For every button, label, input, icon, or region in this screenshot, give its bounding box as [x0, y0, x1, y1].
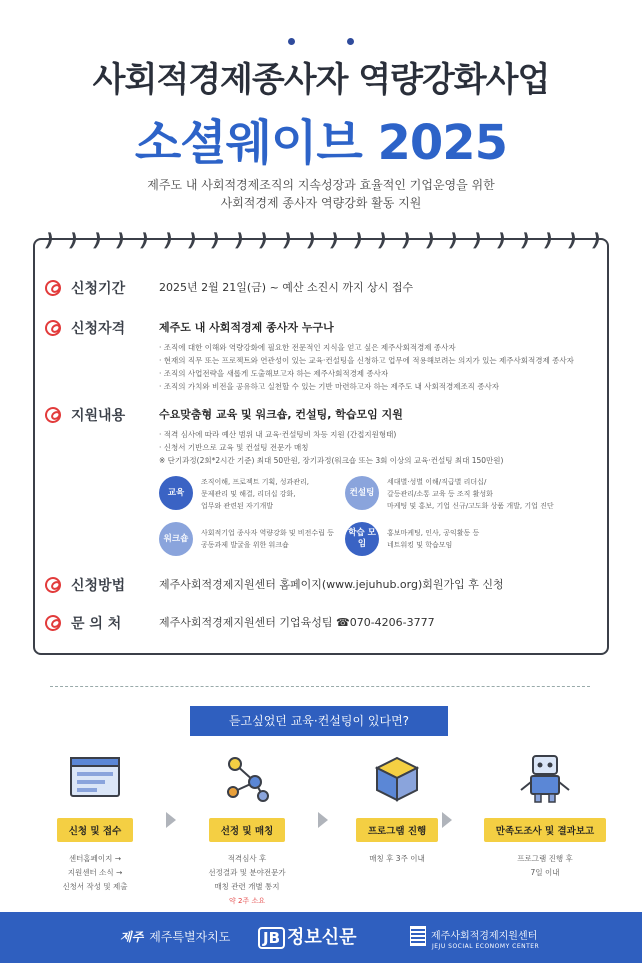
decorative-dots [0, 30, 642, 49]
consulting-badge: 컨설팅 [345, 476, 379, 510]
list-item: · 적격 심사에 따라 예산 범위 내 교육·컨설팅비 차등 지원 (간접지원형태) [159, 430, 397, 439]
workshop-badge: 워크숍 [159, 522, 193, 556]
pin-icon [42, 404, 64, 426]
step-title: 프로그램 진행 [356, 818, 438, 842]
robot-icon [517, 752, 573, 804]
jb-logo: JB 정보신문 [258, 923, 357, 949]
pin-icon [42, 574, 64, 596]
center-logo: 제주사회적경제지원센터 JEJU SOCIAL ECONOMY CENTER [410, 926, 539, 950]
network-icon [219, 752, 275, 804]
arrow-icon [318, 812, 328, 828]
browser-icon [67, 752, 123, 804]
duration-note: 약 2주 소요 [229, 897, 265, 905]
page-title: 사회적경제종사자 역량강화사업 [92, 60, 550, 100]
footer [0, 912, 642, 963]
period-text: 2025년 2월 21일(금) ~ 예산 소진시 까지 상시 접수 [159, 281, 414, 294]
step-title: 만족도조사 및 결과보고 [484, 818, 606, 842]
support-label: 지원내용 [71, 408, 126, 424]
arrow-icon [166, 812, 176, 828]
divider [50, 686, 590, 687]
list-item: · 조직의 사업전략을 새롭게 도출해보고자 하는 제주사회적경제 종사자 [159, 369, 389, 378]
process-banner: 듣고싶었던 교육·컨설팅이 있다면? [190, 706, 448, 736]
step-apply: 신청 및 접수 센터홈페이지 → 지원센터 소식 → 신청서 작성 및 제출 [30, 752, 160, 894]
notebook-rings: ) ) ) ) ) ) ) ) ) ) ) ) ) ) ) ) ) ) ) ) ) ) ) ) [43, 230, 603, 251]
contact-label: 문 의 처 [71, 616, 122, 632]
support-head: 수요맞춤형 교육 및 워크숍, 컨설팅, 학습모임 지원 [159, 408, 403, 421]
education-badge: 교육 [159, 476, 193, 510]
pin-icon [42, 277, 64, 299]
center-logo-icon [410, 926, 426, 946]
pin-icon [42, 612, 64, 634]
eligibility-label: 신청자격 [71, 321, 126, 337]
period-label: 신청기간 [71, 281, 126, 297]
list-item: · 신청서 기반으로 교육 및 컨설팅 전문가 매칭 [159, 443, 309, 452]
pin-icon [42, 317, 64, 339]
eligibility-head: 제주도 내 사회적경제 종사자 누구나 [159, 321, 334, 334]
info-card: ) ) ) ) ) ) ) ) ) ) ) ) ) ) ) ) ) ) ) ) ) ) ) ) 신청기간 2025년 2월 21일(금) ~ 예산 소진시 까지 상시 접수 신청자격 제주도 내 사회적경제 종사자 누구나 · 조직에 대한 이해와 역량강화에 필요한 전문적인 지식을 얻고 싶은 제주사회적경제 종사자 · 현재의 직무 또는 프로젝트와 연관성이 있는 교육·컨설팅을 신청하고 업무에 적용해보려는 의지가 있는 제주사회적경제 종사자 · 조직의 사업전략을 새롭게 도출해보고자 하는 제주사회적경제 종사자 · 조직의 가치와 비전을 공유하고 실천할 수 있는 기반 마련하고자 하는 제주도 내 사회적경제조직 종사자 지원내용 수요맞춤형 교육 및 워크숍, 컨설팅, 학습모임 지원 · 적격 심사에 따라 예산 범위 내 교육·컨설팅비 차등 지원 (간접지원형태) · 신청서 기반으로 교육 및 컨설팅 전문가 매칭 ※ 단기과정(2회*2시간 기준) 최대 50만원, 장기과정(워크숍 또는 3회 이상의 교육·컨설팅 최대 150만원) 교육 조직이해, 프로젝트 기획, 성과관리, 문제관리 및 해결, 리더십 강화, 업무와 관련된 자기개발 컨설팅 세대별·성별 이해/직급별 리더십/ 갈등관리/소통 교육 등 조직 활성화 마케팅 및 홍보, 기업 신규/고도화 상품 개발, 기업 진단 워크숍 사회적기업 종사자 역량강화 및 비전수립 등 공동과제 발굴을 위한 워크숍 학습 모임 홍보마케팅, 인사, 공익활동 등 네트워킹 및 학습모임 신청방법 제주사회적경제지원센터 홈페이지(www.jejuhub.org)회원가입 후 신청 문 의 처 제주사회적경제지원센터 기업육성팀 ☎070-4206-3777 [33, 238, 609, 655]
step-select: 선정 및 매칭 적격심사 후 선정결과 및 분야전문가 매칭 관련 개별 통지 약 2주 소요 [182, 752, 312, 906]
list-item: · 현재의 직무 또는 프로젝트와 연관성이 있는 교육·컨설팅을 신청하고 업무에 적용해보려는 의지가 있는 제주사회적경제 종사자 [159, 356, 574, 365]
page-subtitle: 제주도 내 사회적경제조직의 지속성장과 효율적인 기업운영을 위한 사회적경제 종사자 역량강화 활동 지원 [147, 178, 495, 210]
method-label: 신청방법 [71, 578, 126, 594]
method-text: 제주사회적경제지원센터 홈페이지(www.jejuhub.org)회원가입 후 신청 [159, 578, 504, 591]
page-title-sub: 소셜웨이브 2025 [134, 115, 508, 171]
arrow-icon [442, 812, 452, 828]
list-item: · 조직의 가치와 비전을 공유하고 실천할 수 있는 기반 마련하고자 하는 제주도 내 사회적경제조직 종사자 [159, 382, 500, 391]
list-item: ※ 단기과정(2회*2시간 기준) 최대 50만원, 장기과정(워크숍 또는 3회 이상의 교육·컨설팅 최대 150만원) [159, 456, 504, 465]
step-title: 신청 및 접수 [57, 818, 134, 842]
list-item: · 조직에 대한 이해와 역량강화에 필요한 전문적인 지식을 얻고 싶은 제주사회적경제 종사자 [159, 343, 456, 352]
study-badge: 학습 모임 [345, 522, 379, 556]
jeju-logo: 제주 제주특별자치도 [120, 930, 231, 944]
cube-icon [369, 752, 425, 804]
step-title: 선정 및 매칭 [209, 818, 286, 842]
step-report: 만족도조사 및 결과보고 프로그램 진행 후 7일 이내 [470, 752, 620, 880]
step-program: 프로그램 진행 매칭 후 3주 이내 [332, 752, 462, 866]
contact-text: 제주사회적경제지원센터 기업육성팀 ☎070-4206-3777 [159, 616, 435, 629]
